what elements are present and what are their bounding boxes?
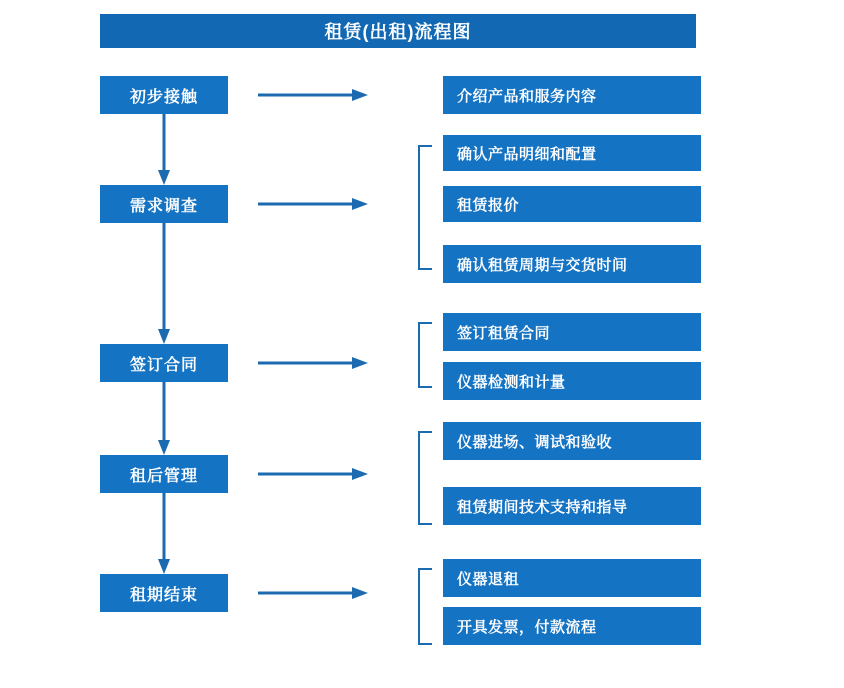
detail-box-introduce-products[interactable]: 介绍产品和服务内容 [443, 76, 701, 114]
stage-box-initial-contact[interactable]: 初步接触 [100, 76, 228, 114]
bracket-rental-end [416, 568, 432, 645]
arrow-down-4 [157, 493, 171, 574]
detail-box-confirm-product-details[interactable]: 确认产品明细和配置 [443, 135, 701, 171]
arrow-right-3 [258, 357, 368, 369]
detail-box-rental-quotation[interactable]: 租赁报价 [443, 186, 701, 222]
arrow-right-2 [258, 198, 368, 210]
detail-box-instrument-testing[interactable]: 仪器检测和计量 [443, 362, 701, 400]
detail-box-confirm-rental-period[interactable]: 确认租赁周期与交货时间 [443, 245, 701, 283]
detail-box-sign-rental-contract[interactable]: 签订租赁合同 [443, 313, 701, 351]
detail-box-invoice-payment[interactable]: 开具发票，付款流程 [443, 607, 701, 645]
detail-box-instrument-entry-commissioning[interactable]: 仪器进场、调试和验收 [443, 422, 701, 460]
stage-box-rental-end[interactable]: 租期结束 [100, 574, 228, 612]
arrow-right-5 [258, 587, 368, 599]
arrow-down-2 [157, 223, 171, 344]
detail-box-technical-support[interactable]: 租赁期间技术支持和指导 [443, 487, 701, 525]
stage-box-sign-contract[interactable]: 签订合同 [100, 344, 228, 382]
arrow-right-4 [258, 468, 368, 480]
arrow-down-1 [157, 114, 171, 185]
page-title: 租赁(出租)流程图 [100, 14, 696, 48]
detail-box-instrument-return[interactable]: 仪器退租 [443, 559, 701, 597]
arrow-down-3 [157, 382, 171, 455]
stage-box-post-rental-management[interactable]: 租后管理 [100, 455, 228, 493]
bracket-requirement-survey [416, 145, 432, 270]
bracket-sign-contract [416, 322, 432, 388]
bracket-post-rental-management [416, 431, 432, 525]
stage-box-requirement-survey[interactable]: 需求调查 [100, 185, 228, 223]
arrow-right-1 [258, 89, 368, 101]
